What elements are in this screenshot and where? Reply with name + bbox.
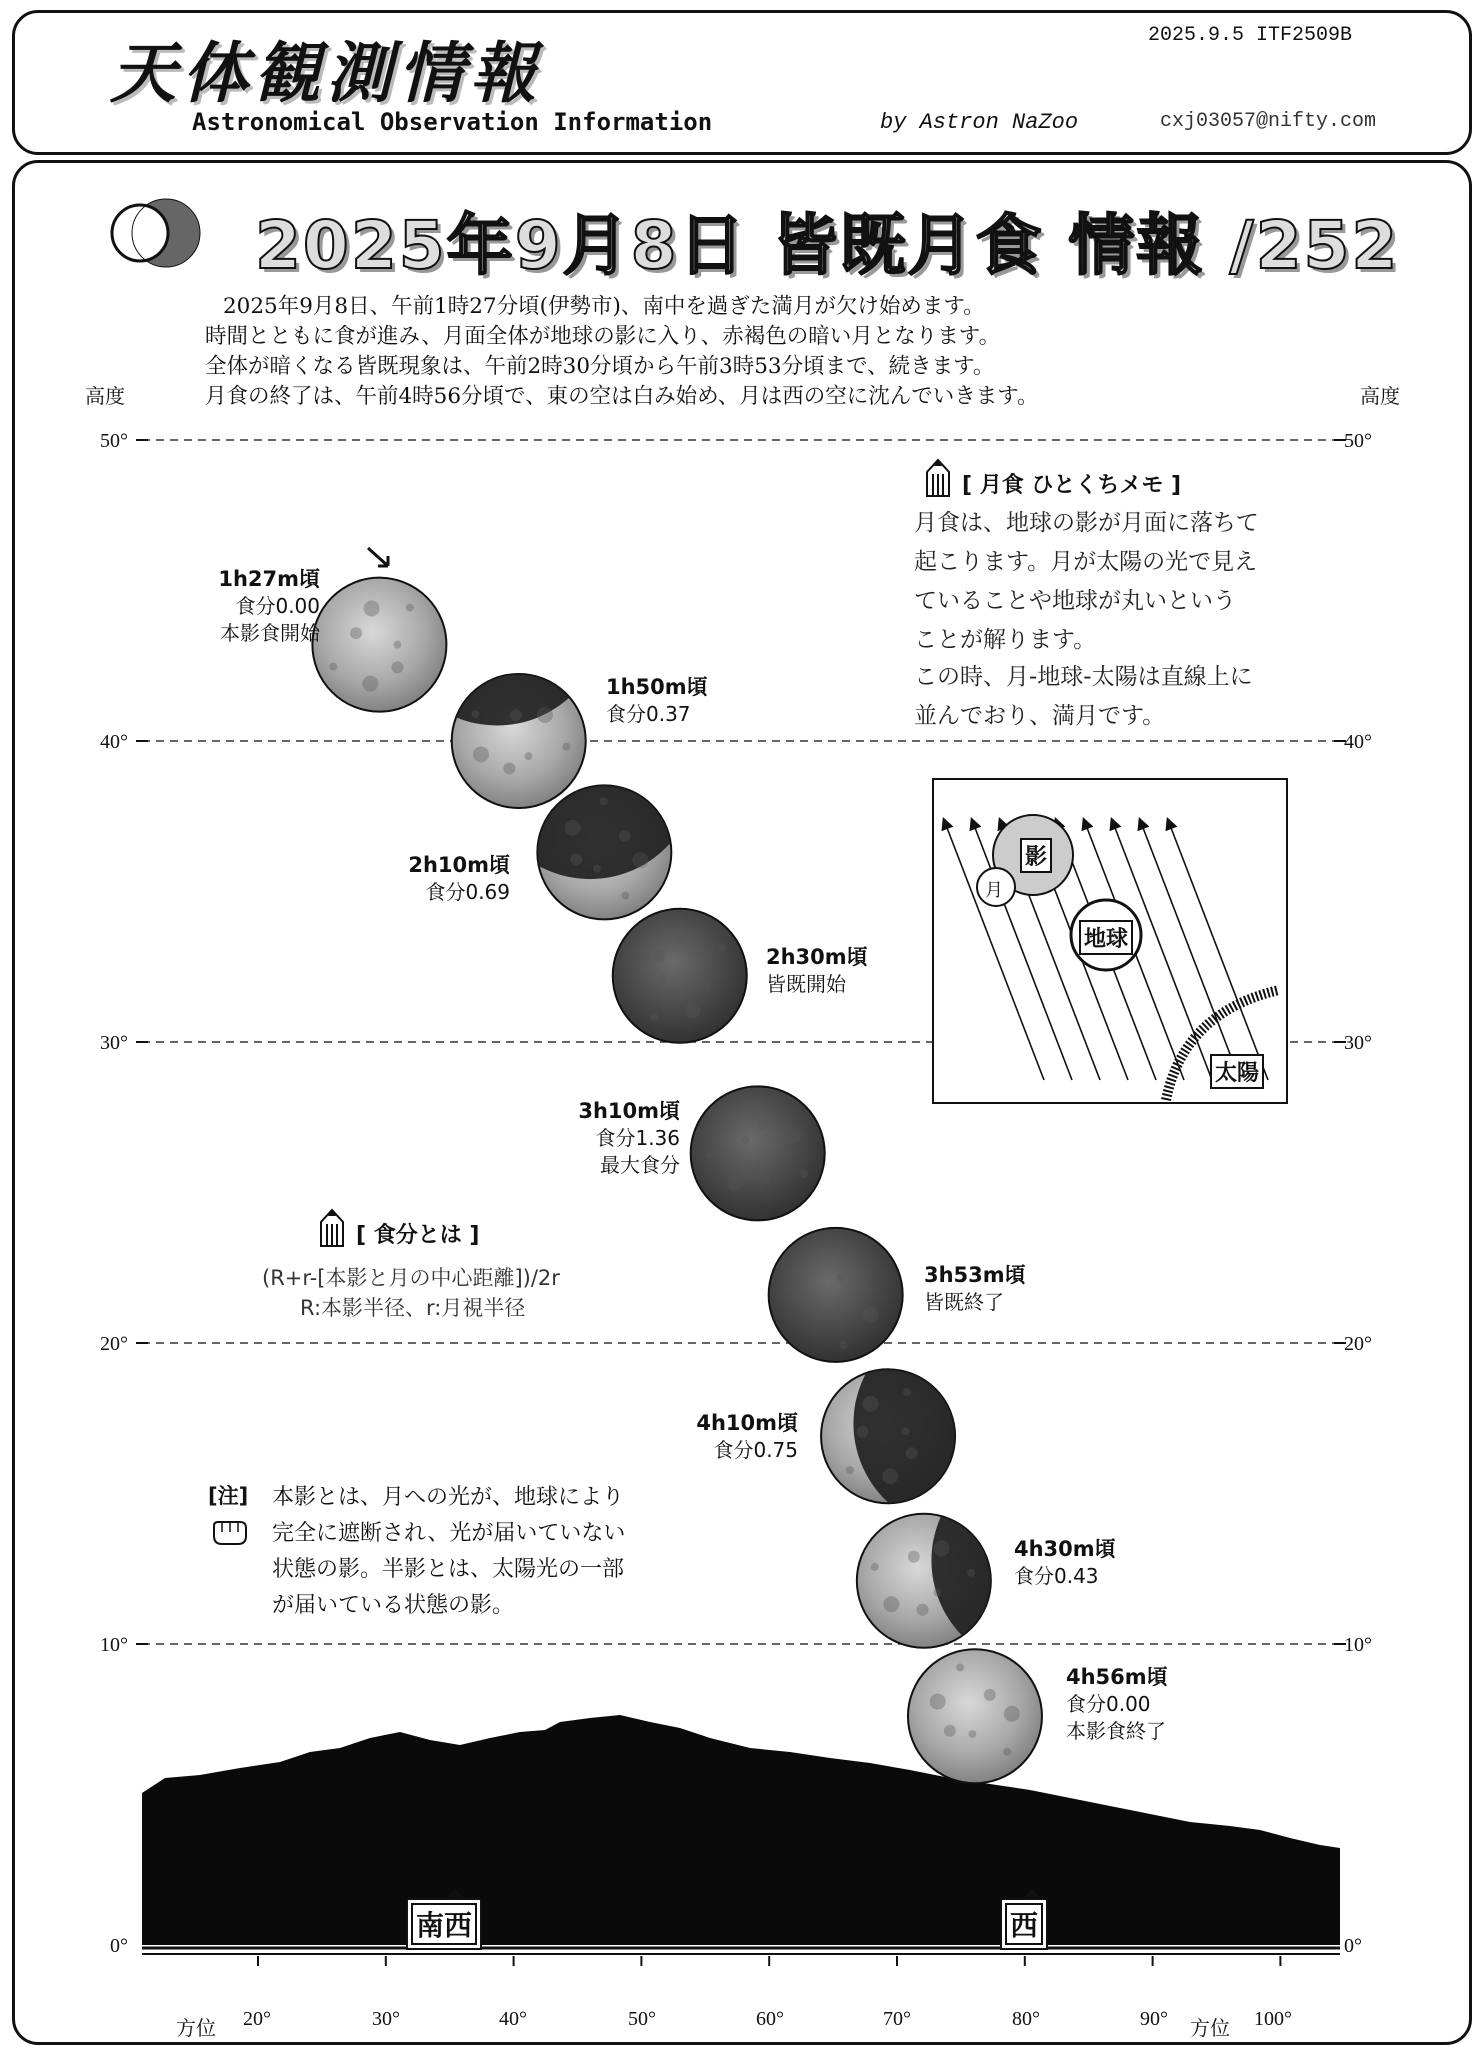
direction-southwest: 南西 [406, 1898, 482, 1950]
phase-line: 本影食開始 [220, 621, 320, 645]
moon-crater [524, 752, 532, 760]
moon-crater [698, 978, 710, 990]
moon-crater [600, 797, 608, 805]
diagram-moon-label: 月 [985, 880, 1003, 901]
phase-label [360, 852, 510, 906]
moon-crater [718, 944, 726, 952]
phase-label [766, 944, 868, 998]
phase-line: 皆既終了 [924, 1290, 1004, 1314]
az-tick: 80° [1012, 2008, 1040, 2030]
moon-crater [846, 1466, 854, 1474]
alt-tick-10-right: 10° [1344, 1634, 1372, 1656]
azimuth-label-right: 方位 [1190, 2016, 1230, 2040]
date-code: 2025.9.5 ITF2509B [1148, 24, 1353, 47]
phase-time: 4h10m頃 [696, 1411, 798, 1435]
moon-crater [362, 676, 378, 692]
moon-phase-5 [769, 1228, 903, 1362]
moon-crater [727, 1175, 743, 1191]
moon-crater [871, 1563, 879, 1571]
moon-crater [883, 1596, 899, 1612]
moon-crater [934, 1540, 950, 1556]
moon-crater [757, 1119, 769, 1131]
moon-crater [791, 1284, 807, 1300]
memo-line: ことが解ります。 [914, 627, 1097, 653]
altitude-label-right: 高度 [1360, 384, 1400, 408]
moon-crater [685, 1002, 701, 1018]
moon-crater [930, 1694, 946, 1710]
moon-crater [984, 1689, 996, 1701]
moon-crater [758, 1173, 770, 1185]
moon-crater [1004, 1706, 1020, 1722]
phase-label [170, 566, 320, 647]
start-arrow-icon [368, 548, 388, 566]
moon-crater [471, 710, 479, 718]
memo-line: 並んでおり、満月です。 [914, 703, 1166, 729]
phase-line: 食分0.43 [1014, 1564, 1099, 1588]
alt-tick-10: 10° [100, 1634, 128, 1656]
moon-crater [933, 1589, 941, 1597]
pointing-hand-icon [210, 1518, 250, 1548]
moon-crater [653, 950, 665, 962]
phase-line: 食分0.75 [713, 1438, 798, 1462]
alt-tick-0-right: 0° [1344, 1935, 1362, 1957]
phase-line: 食分0.00 [1066, 1692, 1151, 1716]
moon-crater [903, 1388, 911, 1396]
phase-time: 1h27m頃 [218, 567, 320, 591]
phase-time: 4h30m頃 [1014, 1537, 1116, 1561]
moon-crater [651, 1013, 659, 1021]
moon-phase-3 [613, 909, 747, 1043]
umbra-shadow [853, 1316, 1067, 1530]
moon-crater [944, 1725, 956, 1737]
moon-crater [901, 1427, 909, 1435]
moon-crater [350, 627, 362, 639]
alt-tick-50-right: 50° [1344, 430, 1372, 452]
altitude-label-left: 高度 [85, 384, 125, 408]
phase-time: 3h53m頃 [924, 1263, 1026, 1287]
main-title: 2025年9月8日 皆既月食 情報 /252 [255, 207, 1400, 284]
phase-time: 2h30m頃 [766, 945, 868, 969]
phase-line: 食分0.00 [235, 594, 320, 618]
moon-crater [805, 1251, 813, 1259]
pencil-icon [318, 1208, 348, 1248]
intro-line: 全体が暗くなる皆既現象は、午前2時30分頃から午前3時53分頃まで、続きます。 [205, 354, 995, 379]
memo-text-2 [914, 658, 1253, 736]
moon-crater [329, 662, 337, 670]
az-tick: 90° [1140, 2008, 1168, 2030]
moon-crater [619, 830, 631, 842]
phase-label [648, 1410, 798, 1464]
moon-crater [393, 641, 401, 649]
note-line: が届いている状態の影。 [272, 1593, 515, 1618]
moon-disc [908, 1649, 1042, 1783]
alt-tick-20: 20° [100, 1333, 128, 1355]
alt-tick-40-right: 40° [1344, 731, 1372, 753]
phase-time: 3h10m頃 [578, 1099, 680, 1123]
moon-crater [570, 853, 582, 865]
moon-crater [862, 1307, 878, 1323]
azimuth-label-left: 方位 [176, 2016, 216, 2040]
moon-crater [917, 1604, 929, 1616]
phase-time: 2h10m頃 [408, 853, 510, 877]
phase-line: 最大食分 [600, 1153, 680, 1177]
az-tick: 30° [372, 2008, 400, 2030]
moon-crater [882, 1468, 898, 1484]
memo-line: ていることや地球が丸いという [914, 588, 1236, 614]
alt-tick-20-right: 20° [1344, 1333, 1372, 1355]
memo-text [914, 504, 1259, 660]
moon-crater [812, 1308, 824, 1320]
moon-crater [742, 1136, 750, 1144]
moon-crater [391, 661, 403, 673]
moon-disc [769, 1228, 903, 1362]
diagram-shadow-label: 影 [1020, 838, 1052, 873]
az-tick: 50° [628, 2008, 656, 2030]
moon-crater [785, 1127, 801, 1143]
magnitude-legend: R:本影半径、r:月視半径 [300, 1296, 526, 1320]
az-tick: 70° [883, 2008, 911, 2030]
az-tick: 40° [499, 2008, 527, 2030]
moon-crater [621, 892, 629, 900]
sun-ray [1168, 820, 1268, 1080]
phase-label [606, 674, 708, 728]
email: cxj03057@nifty.com [1160, 110, 1377, 133]
moon-crater [839, 1341, 847, 1349]
phase-label [1066, 1664, 1168, 1745]
alt-tick-30-right: 30° [1344, 1032, 1372, 1054]
phase-line: 食分0.37 [606, 702, 691, 726]
eclipse-diagram [932, 778, 1288, 1104]
memo-line: 起こります。月が太陽の光で見え [914, 549, 1258, 575]
moon-crater [593, 865, 601, 873]
moon-crater [406, 604, 414, 612]
moon-crater [967, 1569, 975, 1577]
moon-disc [312, 578, 446, 712]
moon-phase-0 [312, 578, 446, 712]
moon-crater [837, 1274, 845, 1282]
alt-tick-40: 40° [100, 731, 128, 753]
moon-crater [658, 974, 666, 982]
note-line: 完全に遮断され、光が届いていない [272, 1521, 626, 1546]
diagram-earth-label: 地球 [1079, 920, 1133, 955]
phase-line: 食分1.36 [595, 1126, 680, 1150]
note-tag: [注] [208, 1484, 249, 1508]
moon-crater [800, 1170, 808, 1178]
moon-crater [856, 1426, 868, 1438]
intro-line: 時間とともに食が進み、月面全体が地球の影に入り、赤褐色の暗い月となります。 [205, 324, 1001, 349]
phase-line: 皆既開始 [766, 972, 846, 996]
magnitude-def-title: [ 食分とは ] [356, 1223, 480, 1248]
intro-line: 月食の終了は、午前4時56分頃で、東の空は白み始め、月は西の空に沈んでいきます。 [205, 384, 1039, 409]
moon-crater [706, 1151, 714, 1159]
note-line: 本影とは、月への光が、地球により [272, 1485, 625, 1510]
intro-line: 2025年9月8日、午前1時27分頃(伊勢市)、南中を過ぎた満月が欠け始めます。 [223, 294, 985, 319]
alt-tick-50: 50° [100, 430, 128, 452]
header-title-jp: 天体観測情報 [110, 34, 542, 112]
az-tick: 20° [243, 2008, 271, 2030]
phase-line: 本影食終了 [1066, 1719, 1166, 1743]
moon-crater [510, 709, 522, 721]
moon-crater [562, 743, 570, 751]
moon-crater [956, 1663, 964, 1671]
alt-tick-30: 30° [100, 1032, 128, 1054]
author: by Astron NaZoo [880, 110, 1079, 135]
phase-label [1014, 1536, 1116, 1590]
magnitude-formula: (R+r-[本影と月の中心距離])/2r [262, 1266, 560, 1290]
moon-crater [862, 1396, 878, 1412]
moon-crater [908, 1551, 920, 1563]
phase-line: 食分0.69 [425, 880, 510, 904]
direction-west: 西 [1000, 1898, 1048, 1950]
sun-ray [1140, 820, 1240, 1080]
header-title-en: Astronomical Observation Information [192, 108, 713, 136]
moon-crater [537, 707, 553, 723]
moon-crater [906, 1447, 918, 1459]
phase-time: 4h56m頃 [1066, 1665, 1168, 1689]
pencil-icon [924, 458, 954, 498]
moon-crater [364, 601, 380, 617]
note-text [272, 1480, 625, 1624]
memo-line: 月食は、地球の影が月面に落ちて [914, 510, 1259, 536]
moon-crater [632, 852, 648, 868]
memo-line: この時、月-地球-太陽は直線上に [914, 664, 1253, 690]
phase-label [924, 1262, 1026, 1316]
moon-crater [675, 928, 691, 944]
moon-phase-4 [691, 1086, 825, 1220]
mountain-silhouette [142, 1715, 1340, 1945]
moon-crater [565, 820, 581, 836]
moon-crater [1003, 1748, 1011, 1756]
moon-crater [473, 746, 489, 762]
az-tick: 100° [1254, 2008, 1292, 2030]
memo-title: [ 月食 ひとくちメモ ] [962, 473, 1182, 498]
phase-time: 1h50m頃 [606, 675, 708, 699]
phase-label [530, 1098, 680, 1179]
moon-crater [857, 1278, 869, 1290]
moon-crater [968, 1730, 976, 1738]
note-line: 状態の影。半影とは、太陽光の一部 [272, 1557, 625, 1582]
alt-tick-0: 0° [110, 1935, 128, 1957]
moon-crater [503, 762, 515, 774]
az-tick: 60° [756, 2008, 784, 2030]
moon-phase-8 [908, 1649, 1042, 1783]
diagram-sun-label: 太陽 [1210, 1054, 1264, 1089]
